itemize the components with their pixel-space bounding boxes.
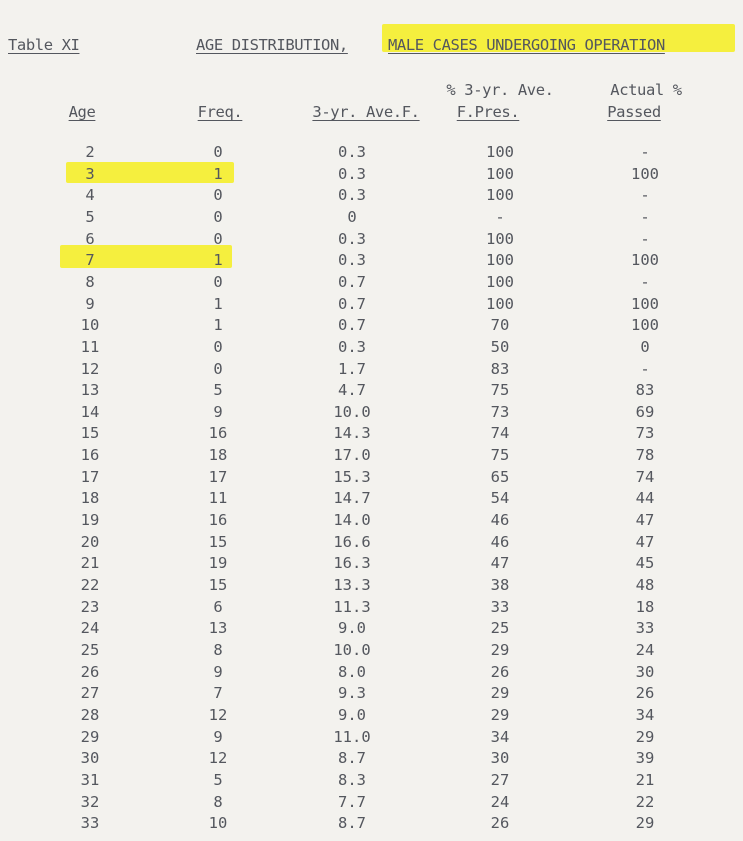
freq-cell: 0	[213, 337, 223, 356]
age-cell: 18	[80, 489, 100, 508]
table-title-prefix: AGE DISTRIBUTION,	[196, 36, 348, 54]
freq-cell: 0	[213, 207, 223, 226]
ave-f-cell: 0.3	[338, 251, 366, 270]
actual-cell: 100	[631, 316, 659, 335]
table-row	[0, 683, 743, 705]
actual-cell: 21	[635, 770, 655, 789]
ave-f-cell: 4.7	[338, 381, 366, 400]
freq-cell: 9	[213, 727, 223, 746]
table-row	[0, 510, 743, 532]
ave-f-cell: 13.3	[333, 576, 371, 594]
ave-f-cell: 0.3	[338, 143, 366, 161]
actual-cell: 39	[635, 749, 655, 768]
table-row	[0, 359, 743, 381]
freq-cell: 0	[213, 359, 223, 378]
table-row	[0, 813, 743, 835]
actual-cell: 69	[635, 402, 655, 421]
ave-f-cell: 8.7	[338, 814, 366, 833]
freq-cell: 1	[213, 164, 223, 183]
age-cell: 16	[80, 446, 100, 465]
freq-cell: 18	[208, 446, 228, 465]
table-row	[0, 164, 743, 186]
ave-f-cell: 0.3	[338, 229, 366, 248]
actual-cell: 100	[631, 251, 659, 270]
age-cell: 11	[80, 337, 100, 356]
pres-cell: 50	[490, 337, 510, 356]
pres-cell: 38	[490, 576, 510, 594]
actual-cell: -	[640, 229, 650, 248]
pres-cell: -	[495, 207, 505, 226]
age-cell: 5	[85, 207, 95, 226]
freq-cell: 7	[213, 684, 223, 703]
freq-cell: 0	[213, 272, 223, 291]
freq-cell: 12	[208, 749, 228, 768]
freq-cell: 1	[213, 316, 223, 335]
actual-cell: -	[640, 359, 650, 378]
pres-cell: 29	[490, 705, 510, 724]
actual-cell: 48	[635, 576, 655, 594]
freq-cell: 8	[213, 640, 223, 659]
header-actual-line2: Passed	[607, 103, 661, 121]
ave-f-cell: 14.3	[333, 424, 371, 443]
ave-f-cell: 7.7	[338, 792, 366, 811]
pres-cell: 54	[490, 489, 510, 508]
age-cell: 24	[80, 619, 100, 638]
pres-cell: 26	[490, 814, 510, 833]
ave-f-cell: 1.7	[338, 359, 366, 378]
table-row	[0, 575, 743, 597]
ave-f-cell: 8.7	[338, 749, 366, 768]
pres-cell: 26	[490, 662, 510, 681]
ave-f-cell: 0.7	[338, 316, 366, 335]
ave-f-cell: 0.3	[338, 164, 366, 183]
pres-cell: 100	[486, 272, 514, 291]
header-ave-f: 3-yr. Ave.F.	[312, 103, 420, 121]
header-pres-line1: % 3-yr. Ave.	[446, 81, 554, 99]
pres-cell: 83	[490, 359, 510, 378]
ave-f-cell: 8.0	[338, 662, 366, 681]
table-row	[0, 532, 743, 554]
age-cell: 20	[80, 532, 100, 551]
age-cell: 19	[80, 511, 100, 530]
table-row	[0, 748, 743, 770]
freq-cell: 12	[208, 705, 228, 724]
pres-cell: 100	[486, 229, 514, 248]
table-row	[0, 618, 743, 640]
age-cell: 31	[80, 770, 100, 789]
pres-cell: 100	[486, 251, 514, 270]
table-row	[0, 207, 743, 229]
age-cell: 3	[85, 164, 95, 183]
age-cell: 33	[80, 814, 100, 833]
table-row	[0, 640, 743, 662]
actual-cell: 47	[635, 511, 655, 530]
freq-cell: 19	[208, 554, 228, 573]
ave-f-cell: 9.0	[338, 619, 366, 638]
ave-f-cell: 8.3	[338, 770, 366, 789]
table-row	[0, 402, 743, 424]
pres-cell: 100	[486, 186, 514, 205]
header-freq: Freq.	[197, 103, 243, 121]
table-row	[0, 250, 743, 272]
freq-cell: 0	[213, 143, 223, 161]
age-cell: 9	[85, 294, 95, 313]
table-row	[0, 445, 743, 467]
freq-cell: 9	[213, 662, 223, 681]
actual-cell: 100	[631, 294, 659, 313]
ave-f-cell: 10.0	[333, 402, 371, 421]
pres-cell: 73	[490, 402, 510, 421]
freq-cell: 15	[208, 532, 228, 551]
table-label: Table XI	[8, 36, 80, 54]
ave-f-cell: 16.6	[333, 532, 371, 551]
age-cell: 17	[80, 467, 100, 486]
actual-cell: 26	[635, 684, 655, 703]
header-pres-line2: F.Pres.	[456, 103, 520, 121]
freq-cell: 5	[213, 381, 223, 400]
age-cell: 28	[80, 705, 100, 724]
header-age: Age	[68, 103, 96, 121]
actual-cell: -	[640, 143, 650, 161]
actual-cell: 73	[635, 424, 655, 443]
pres-cell: 100	[486, 294, 514, 313]
actual-cell: 24	[635, 640, 655, 659]
pres-cell: 70	[490, 316, 510, 335]
ave-f-cell: 15.3	[333, 467, 371, 486]
age-cell: 27	[80, 684, 100, 703]
age-cell: 22	[80, 576, 100, 594]
ave-f-cell: 0.3	[338, 186, 366, 205]
freq-cell: 0	[213, 229, 223, 248]
age-cell: 8	[85, 272, 95, 291]
ave-f-cell: 10.0	[333, 640, 371, 659]
ave-f-cell: 14.7	[333, 489, 371, 508]
table-row	[0, 770, 743, 792]
freq-cell: 6	[213, 597, 223, 616]
table-row	[0, 423, 743, 445]
age-cell: 14	[80, 402, 100, 421]
actual-cell: 34	[635, 705, 655, 724]
ave-f-cell: 0.7	[338, 294, 366, 313]
table-row	[0, 467, 743, 489]
freq-cell: 16	[208, 424, 228, 443]
actual-cell: 44	[635, 489, 655, 508]
freq-cell: 13	[208, 619, 228, 638]
actual-cell: 83	[635, 381, 655, 400]
ave-f-cell: 0.7	[338, 272, 366, 291]
table-row	[0, 662, 743, 684]
table-row	[0, 727, 743, 749]
table-row	[0, 315, 743, 337]
ave-f-cell: 17.0	[333, 446, 371, 465]
table-row	[0, 380, 743, 402]
freq-cell: 15	[208, 576, 228, 594]
table-row	[0, 705, 743, 727]
table-row	[0, 597, 743, 619]
age-cell: 4	[85, 186, 95, 205]
age-cell: 2	[85, 143, 95, 161]
table-row	[0, 229, 743, 251]
pres-cell: 75	[490, 381, 510, 400]
freq-cell: 1	[213, 294, 223, 313]
freq-cell: 1	[213, 251, 223, 270]
pres-cell: 46	[490, 511, 510, 530]
freq-cell: 9	[213, 402, 223, 421]
freq-cell: 10	[208, 814, 228, 833]
pres-cell: 29	[490, 684, 510, 703]
table-row	[0, 553, 743, 575]
age-cell: 32	[80, 792, 100, 811]
actual-cell: 47	[635, 532, 655, 551]
ave-f-cell: 0	[347, 207, 357, 226]
ave-f-cell: 9.3	[338, 684, 366, 703]
table-row	[0, 792, 743, 814]
actual-cell: 78	[635, 446, 655, 465]
actual-cell: -	[640, 272, 650, 291]
ave-f-cell: 11.0	[333, 727, 371, 746]
age-cell: 23	[80, 597, 100, 616]
actual-cell: -	[640, 186, 650, 205]
actual-cell: 29	[635, 727, 655, 746]
pres-cell: 100	[486, 164, 514, 183]
actual-cell: 100	[631, 164, 659, 183]
age-cell: 29	[80, 727, 100, 746]
ave-f-cell: 9.0	[338, 705, 366, 724]
pres-cell: 33	[490, 597, 510, 616]
age-cell: 13	[80, 381, 100, 400]
pres-cell: 74	[490, 424, 510, 443]
table-row	[0, 185, 743, 207]
pres-cell: 34	[490, 727, 510, 746]
ave-f-cell: 14.0	[333, 511, 371, 530]
pres-cell: 46	[490, 532, 510, 551]
header-actual-line1: Actual %	[610, 81, 682, 99]
freq-cell: 0	[213, 186, 223, 205]
actual-cell: 30	[635, 662, 655, 681]
age-cell: 25	[80, 640, 100, 659]
table-row	[0, 294, 743, 316]
pres-cell: 65	[490, 467, 510, 486]
ave-f-cell: 0.3	[338, 337, 366, 356]
freq-cell: 5	[213, 770, 223, 789]
actual-cell: 18	[635, 597, 655, 616]
age-cell: 10	[80, 316, 100, 335]
age-cell: 7	[85, 251, 95, 270]
freq-cell: 11	[208, 489, 228, 508]
age-cell: 6	[85, 229, 95, 248]
age-cell: 12	[80, 359, 100, 378]
pres-cell: 24	[490, 792, 510, 811]
actual-cell: -	[640, 207, 650, 226]
table-row	[0, 142, 743, 164]
age-cell: 26	[80, 662, 100, 681]
pres-cell: 30	[490, 749, 510, 768]
actual-cell: 33	[635, 619, 655, 638]
freq-cell: 16	[208, 511, 228, 530]
pres-cell: 29	[490, 640, 510, 659]
pres-cell: 75	[490, 446, 510, 465]
freq-cell: 17	[208, 467, 228, 486]
actual-cell: 0	[640, 337, 650, 356]
actual-cell: 29	[635, 814, 655, 833]
pres-cell: 100	[486, 143, 514, 161]
freq-cell: 8	[213, 792, 223, 811]
pres-cell: 47	[490, 554, 510, 573]
ave-f-cell: 11.3	[333, 597, 371, 616]
table-row	[0, 337, 743, 359]
actual-cell: 45	[635, 554, 655, 573]
table-row	[0, 488, 743, 510]
ave-f-cell: 16.3	[333, 554, 371, 573]
age-cell: 30	[80, 749, 100, 768]
actual-cell: 22	[635, 792, 655, 811]
age-cell: 15	[80, 424, 100, 443]
age-cell: 21	[80, 554, 100, 573]
table-row	[0, 272, 743, 294]
pres-cell: 27	[490, 770, 510, 789]
pres-cell: 25	[490, 619, 510, 638]
actual-cell: 74	[635, 467, 655, 486]
table-title-highlighted: MALE CASES UNDERGOING OPERATION	[388, 36, 665, 54]
